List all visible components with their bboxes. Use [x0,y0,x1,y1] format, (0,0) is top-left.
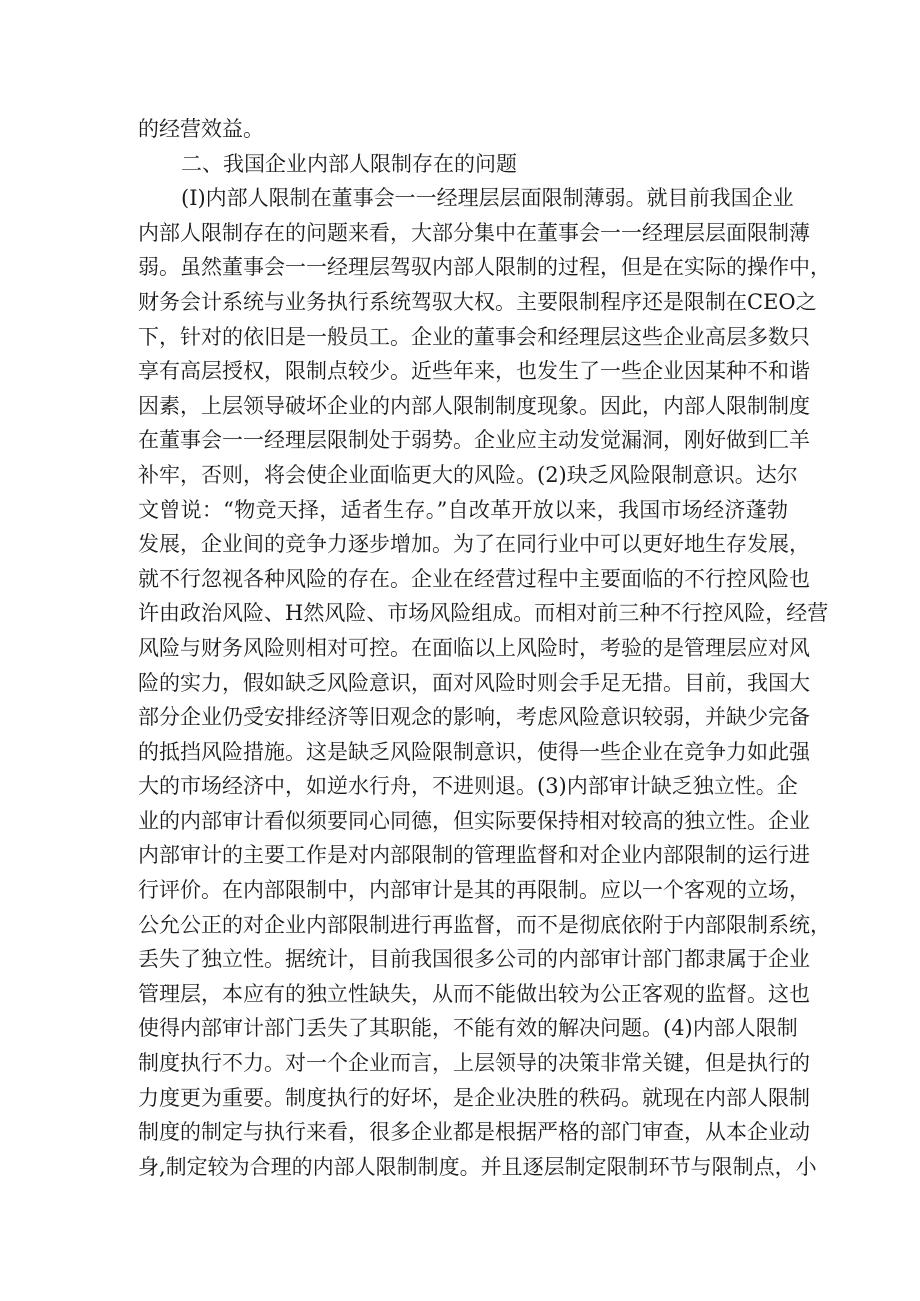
paragraph-line: 享有高层授权，限制点较少。近些年来，也发生了一些企业因某种不和谐 [138,359,810,384]
paragraph-line: 弱。虽然董事会一一经理层驾驭内部人限制的过程，但是在实际的操作中， [138,255,831,280]
paragraph-line: 就不行忽视各种风险的存在。企业在经营过程中主要面临的不行控风险也 [138,566,810,591]
paragraph-line: 补牢，否则，将会使企业面临更大的风险。(2)玦乏风险限制意识。达尔 [138,462,798,487]
section-heading: 二、我国企业内部人限制存在的问题 [181,151,517,176]
document-body [138,112,831,1184]
paragraph-line: 险的实力，假如缺乏风险意识，面对风险时则会手足无措。目前，我国大 [138,670,810,695]
paragraph-line: 业的内部审计看似须要同心同德，但实际要保持相对较高的独立性。企业 [138,808,810,833]
paragraph-line: 制度的制定与执行来看，很多企业都是根据严格的部门审查，从本企业动 [138,1120,810,1145]
paragraph-line: 在董事会一一经理层限制处于弱势。企业应主动发觉漏洞，刚好做到匚羊 [138,428,810,453]
paragraph-line: (I)内部人限制在董事会一一经理层层面限制薄弱。就目前我国企业 [181,186,794,211]
paragraph-line: 制度执行不力。对一个企业而言，上层领导的决策非常关键，但是执行的 [138,1051,810,1076]
paragraph-line: 部分企业仍受安排经济等旧观念的影响，考虑风险意识较弱，并缺少完备 [138,705,810,730]
paragraph-line: 内部人限制存在的问题来看，大部分集中在董事会一一经理层层面限制薄 [138,220,810,245]
paragraph-line: 使得内部审计部门丢失了其职能，不能有效的解决问题。(4)内部人限制 [138,1016,798,1041]
paragraph-line: 的经营效益。 [138,117,264,141]
paragraph-line: 许由政治风险、H然风险、市场风险组成。而相对前三种不行控风险，经营 [138,601,829,626]
paragraph-line: 发展，企业间的竞争力逐步增加。为了在同行业中可以更好地生存发展， [138,532,810,557]
paragraph-line: 大的市场经济中，如逆水行舟，不进则退。(3)内部审计缺乏独立性。企 [138,774,798,799]
paragraph-line: 行评价。在内部限制中，内部审计是其的再限制。应以一个客观的立场， [138,878,810,903]
paragraph-line: 力度更为重要。制度执行的好坏，是企业决胜的秩码。就现在内部人限制 [138,1085,810,1110]
paragraph-line: 下，针对的依旧是一般员工。企业的董事会和经理层这些企业高层多数只 [138,324,810,349]
paragraph-line: 公允公正的对企业内部限制进行再监督，而不是彻底依附于内部限制系统， [138,912,831,937]
paragraph-line: 风险与财务风险则相对可控。在面临以上风险时，考验的是管理层应对风 [138,635,810,660]
paragraph-line: 的抵挡风险措施。这是缺乏风险限制意识，使得一些企业在竞争力如此强 [138,739,810,764]
paragraph-line: 因素，上层领导破坏企业的内部人限制制度现象。因此，内部人限制制度 [138,393,810,418]
paragraph-line: 财务会计系统与业务执行系统驾驭大权。主要限制程序还是限制在CEO之 [138,289,817,314]
paragraph-line: 内部审计的主要工作是对内部限制的管理监督和对企业内部限制的运行进 [138,843,810,868]
paragraph-line: 管理层，本应有的独立性缺失，从而不能做出较为公正客观的监督。这也 [138,981,810,1006]
paragraph-line: 身,制定较为合理的内部人限制制度。并且逐层制定限制环节与限制点，小 [138,1154,817,1179]
paragraph-line: 丢失了独立性。据统计，目前我国很多公司的内部审计部门都隶属于企业 [138,947,810,972]
paragraph-line: 文曾说：“物竞天择，适者生存。”自改革开放以来，我国市场经济蓬勃 [138,497,788,522]
